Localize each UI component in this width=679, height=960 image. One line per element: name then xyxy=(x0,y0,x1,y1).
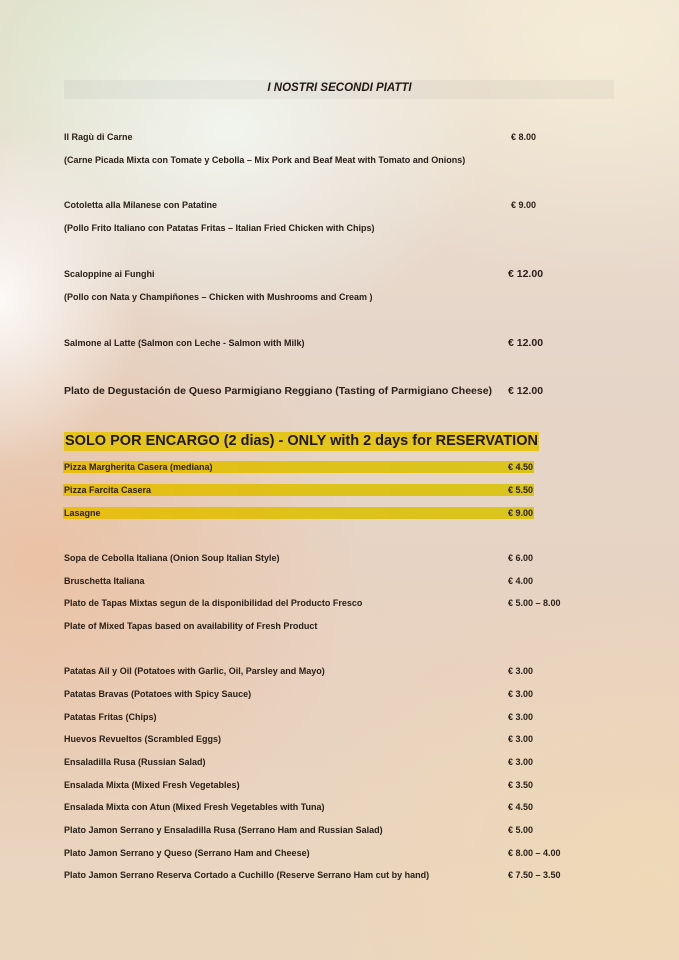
dish-price: € 8.00 xyxy=(511,132,537,142)
dish-price: € 3.00 xyxy=(508,757,534,767)
dish-price: € 3.00 xyxy=(508,712,534,722)
dish-description: Plate of Mixed Tapas based on availability of Fresh Product xyxy=(64,621,318,631)
dish-name: Plato Jamon Serrano y Ensaladilla Rusa (Serrano Ham and Russian Salad) xyxy=(64,825,383,835)
dish-price: € 7.50 – 3.50 xyxy=(508,870,561,880)
dish-price: € 9.00 xyxy=(511,200,537,210)
dish-name: Scaloppine ai Funghi xyxy=(64,269,155,279)
dish-price: € 3.00 xyxy=(508,689,534,699)
dish-price: € 12.00 xyxy=(508,268,544,280)
dish-price: € 12.00 xyxy=(508,385,544,397)
dish-name: Ensaladilla Rusa (Russian Salad) xyxy=(64,757,206,767)
dish-name: Cotoletta alla Milanese con Patatine xyxy=(64,200,218,210)
reservation-heading: SOLO POR ENCARGO (2 dias) - ONLY with 2 days for RESERVATION xyxy=(65,433,538,449)
dish-price: € 3.00 xyxy=(508,666,534,676)
menu-section-title: I NOSTRI SECONDI PIATTI xyxy=(267,82,412,94)
dish-price: € 8.00 – 4.00 xyxy=(508,848,561,858)
dish-price: € 4.50 xyxy=(508,802,534,812)
special-item-price: € 4.50 xyxy=(508,462,534,472)
special-item-name: Pizza Margherita Casera (mediana) xyxy=(64,462,213,472)
dish-price: € 4.00 xyxy=(508,576,534,586)
dish-description: (Carne Picada Mixta con Tomate y Cebolla – Mix Pork and Beaf Meat with Tomato and Onions) xyxy=(64,155,466,165)
dish-description: (Pollo Frito Italiano con Patatas Fritas – Italian Fried Chicken with Chips) xyxy=(64,223,375,233)
special-item-name: Pizza Farcita Casera xyxy=(64,485,152,495)
special-item-price: € 9.00 xyxy=(508,508,534,518)
special-item-name: Lasagne xyxy=(64,508,101,518)
dish-price: € 3.00 xyxy=(508,734,534,744)
dish-name: Huevos Revueltos (Scrambled Eggs) xyxy=(64,734,222,744)
dish-name: Ensalada Mixta (Mixed Fresh Vegetables) xyxy=(64,780,240,790)
dish-name: Sopa de Cebolla Italiana (Onion Soup Italian Style) xyxy=(64,553,280,563)
highlight-band xyxy=(63,507,534,519)
dish-price: € 6.00 xyxy=(508,553,534,563)
dish-description: (Pollo con Nata y Champiñones – Chicken with Mushrooms and Cream ) xyxy=(64,292,373,302)
dish-name: Patatas Fritas (Chips) xyxy=(64,712,157,722)
special-item-price: € 5.50 xyxy=(508,485,534,495)
dish-name: Bruschetta Italiana xyxy=(64,576,145,586)
dish-price: € 5.00 xyxy=(508,825,534,835)
dish-name: Patatas Bravas (Potatoes with Spicy Sauce) xyxy=(64,689,252,699)
dish-price: € 12.00 xyxy=(508,337,544,349)
dish-name: Plato de Degustación de Queso Parmigiano Reggiano (Tasting of Parmigiano Cheese) xyxy=(64,385,493,397)
dish-name: Plato de Tapas Mixtas segun de la disponibilidad del Producto Fresco xyxy=(64,598,363,608)
dish-name: Ensalada Mixta con Atun (Mixed Fresh Vegetables with Tuna) xyxy=(64,802,325,812)
dish-name: Salmone al Latte (Salmon con Leche - Salmon with Milk) xyxy=(64,338,305,348)
dish-name: Plato Jamon Serrano Reserva Cortado a Cuchillo (Reserve Serrano Ham cut by hand) xyxy=(64,870,430,880)
dish-name: Il Ragù di Carne xyxy=(64,132,133,142)
dish-name: Plato Jamon Serrano y Queso (Serrano Ham and Cheese) xyxy=(64,848,310,858)
dish-price: € 5.00 – 8.00 xyxy=(508,598,561,608)
dish-price: € 3.50 xyxy=(508,780,534,790)
dish-name: Patatas Ail y Oil (Potatoes with Garlic, Oil, Parsley and Mayo) xyxy=(64,666,325,676)
